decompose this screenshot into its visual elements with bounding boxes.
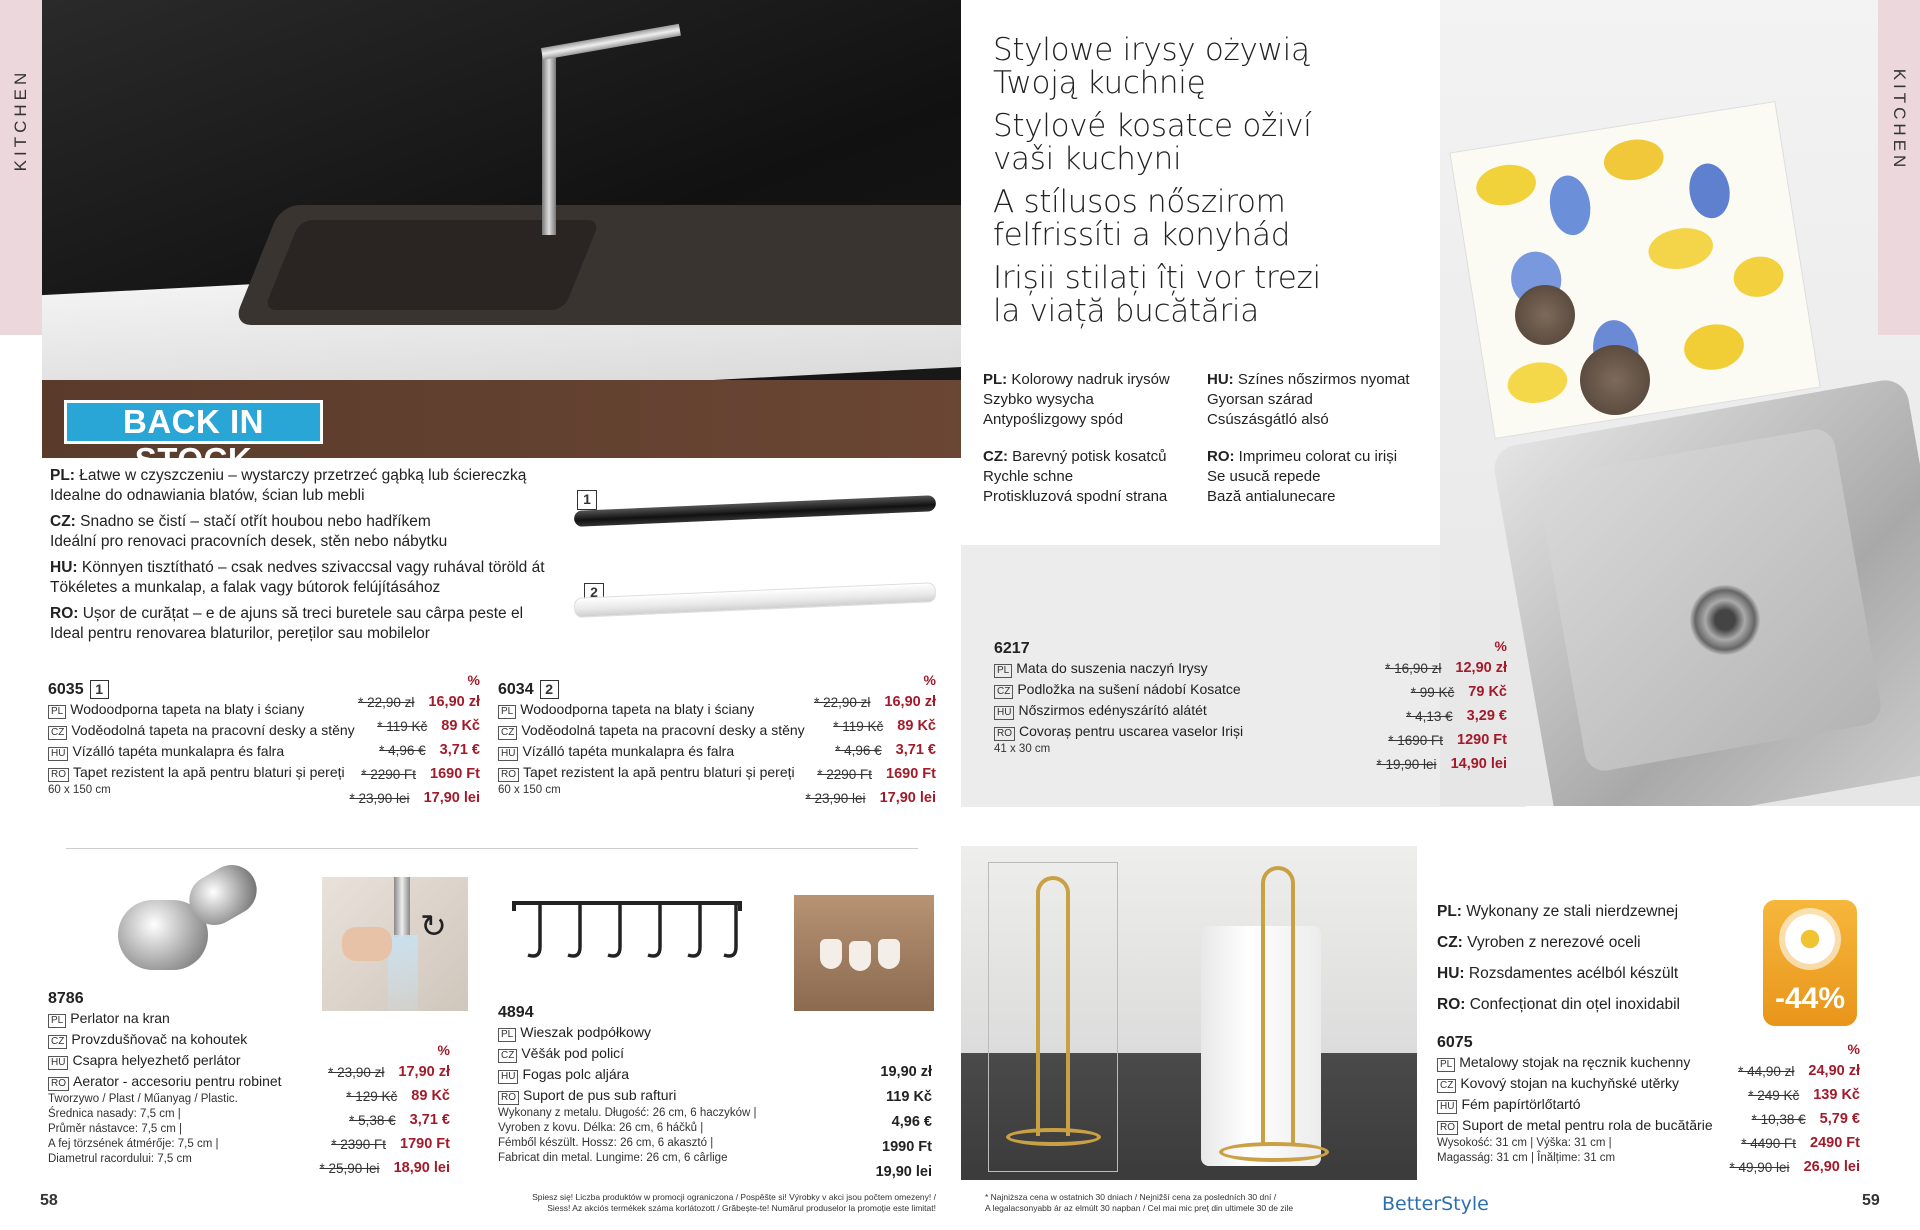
product-6034: 6034 2 PL Wodoodporna tapeta na blaty i ściany CZ Voděodolná tapeta na pracovní desky a stěny HU Vízálló tapéta munkalapra és falra RO Tapet rezistent la apă pentru blaturi și pereți 60 x 150 cm (498, 681, 805, 796)
side-tab-label: KITCHEN (11, 68, 30, 172)
page-number-left: 58 (40, 1192, 58, 1209)
roll-1-label: 1 (577, 490, 597, 510)
prices-6075: % * 44,90 zł 24,90 zł * 249 Kč 139 Kč * 10,38 € 5,79 € * 4490 Ft 2490 Ft * 49,90 lei 26,90 lei (1729, 1041, 1860, 1175)
paper-towel-holder-photo (961, 846, 1417, 1180)
product-6035: 6035 1 PL Wodoodporna tapeta na blaty i ściany CZ Voděodolná tapeta na pracovní desky a stěny HU Vízálló tapéta munkalapra és falra RO Tapet rezistent la apă pentru blaturi și pereți 60 x 150 cm (48, 681, 355, 796)
prices-8786: % * 23,90 zł 17,90 zł * 129 Kč 89 Kč * 5,38 € 3,71 € * 2390 Ft 1790 Ft * 25,90 lei 18,90 lei (319, 1042, 450, 1176)
iris-mat-sink-photo (1440, 0, 1920, 806)
brand-logo: BetterStyle (1382, 1193, 1489, 1215)
back-in-stock-badge: BACK IN STOCK (64, 400, 323, 444)
black-marble-roll (574, 495, 936, 527)
hook-rack-photo (510, 895, 745, 975)
prices-4894: 19,90 zł 119 Kč 4,96 € 1990 Ft 19,90 lei (875, 1064, 932, 1180)
side-tab-label: KITCHEN (1890, 68, 1909, 172)
aerator-photo (108, 860, 268, 990)
product-8786: 8786 PL Perlator na kran CZ Provzdušňovač na kohoutek HU Csapra helyezhető perlátor RO Aerator - accesoriu pentru robinet Tworzywo / Plast / Műanyag / Plastic. Średnica nasady: 7,5 cm | Průměr nástavce: 7,5 cm | A fej törzsének átmérője: 7,5 cm | Diametrul racordului: 7,5 cm (48, 990, 282, 1165)
discount-badge: -44% (1763, 900, 1857, 1026)
prices-6035: % * 22,90 zł 16,90 zł * 119 Kč 89 Kč * 4,96 € 3,71 € * 2290 Ft 1690 Ft * 23,90 lei 17,90 lei (349, 672, 480, 806)
wallpaper-description: PL: Łatwe w czyszczeniu – wystarczy przetrzeć gąbką lub ściereczką Idealne do odnawiania blatów, ścian lub mebli CZ: Snadno se čistí – stačí otřít houbou nebo hadříkem Ideální pro renovaci pracovních desek, stěn nebo nábytku HU: Könnyen tisztítható – csak nedves szivaccsal vagy ruhával töröld át Tökéletes a munkalap, a falak vagy bútorok felújításához RO: Ușor de curățat – e de ajuns să treci buretele sau cârpa peste el Ideal pentru renovarea blaturilor, pereților sau mobilelor (50, 467, 545, 642)
iris-title: Stylowe irysy ożywią Twoją kuchnię Stylové kosatce oživí vaši kuchyni A stílusos nőszirom felfrissíti a konyhád Irișii stilați îți vor trezi la viață bucătăria (993, 32, 1321, 329)
side-tab-left (0, 0, 42, 335)
page-number-right: 59 (1862, 1192, 1880, 1209)
section-divider (66, 848, 918, 849)
prices-6217: % * 16,90 zł 12,90 zł * 99 Kč 79 Kč * 4,13 € 3,29 € * 1690 Ft 1290 Ft * 19,90 lei 14,90 lei (1376, 638, 1507, 772)
steel-features: PL: Wykonany ze stali nierdzewnej CZ: Vyroben z nerezové oceli HU: Rozsdamentes acélból készült RO: Confecționat din oțel inoxidabil (1437, 903, 1680, 1013)
product-6217: 6217 PL Mata do suszenia naczyń Irysy CZ Podložka na sušení nádobí Kosatce HU Nőszirmos edényszárító alátét RO Covoraș pentru uscarea vaselor Iriși 41 x 30 cm (994, 640, 1244, 755)
footer-note-right: * Najniższa cena w ostatnich 30 dniach / Nejnižší cena za posledních 30 dní / A legalacsonyabb ár az elmúlt 30 napban / Cel mai mic preț din ultimele 30 de zile (985, 1192, 1294, 1213)
product-4894: 4894 PL Wieszak podpółkowy CZ Věšák pod policí HU Fogas polc aljára RO Suport de pus sub rafturi Wykonany z metalu. Długość: 26 cm, 6 haczyków | Vyroben z kovu. Délka: 26 cm, 6 háčků | Fémből készült. Hossz: 26 cm, 6 akasztó | Fabricat din metal. Lungime: 26 cm, 6 cârlige (498, 1004, 757, 1164)
rotate-arrow-icon: ↻ (420, 908, 447, 944)
hero-sink-photo (42, 0, 961, 458)
side-tab-right (1878, 0, 1920, 335)
prices-6034: % * 22,90 zł 16,90 zł * 119 Kč 89 Kč * 4,96 € 3,71 € * 2290 Ft 1690 Ft * 23,90 lei 17,90 lei (805, 672, 936, 806)
daisy-icon (1785, 914, 1835, 964)
footer-note-left: Spiesz się! Liczba produktów w promocji ograniczona / Pospěšte si! Výrobky v akci jsou počtem omezeny! / Siess! Az akciós termékek száma korlátozott / Grăbește-te! Numărul produselor la promoție este limitat! (532, 1192, 936, 1213)
roll-2-label: 2 (584, 583, 604, 603)
white-marble-roll (574, 582, 937, 618)
hook-rack-usage-photo (794, 879, 934, 1011)
product-6075: 6075 PL Metalowy stojak na ręcznik kuchenny CZ Kovový stojan na kuchyňské utěrky HU Fém papírtörlőtartó RO Suport de metal pentru rola de bucătărie Wysokość: 31 cm | Výška: 31 cm | Magasság: 31 cm | Înălțime: 31 cm (1437, 1034, 1713, 1164)
